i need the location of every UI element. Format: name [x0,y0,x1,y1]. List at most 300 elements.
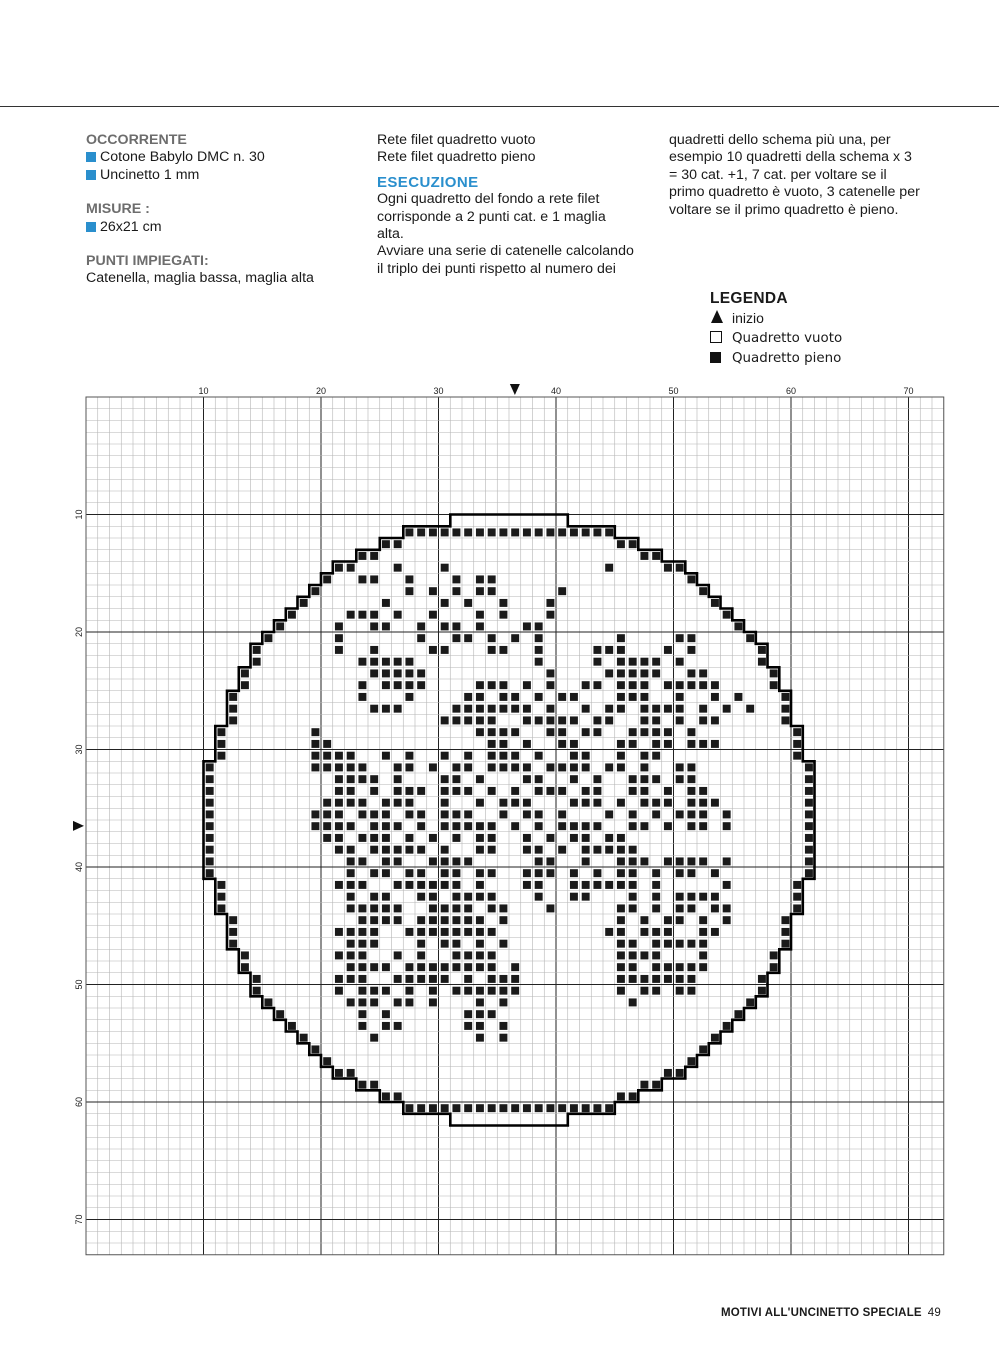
filled-square [499,1034,507,1042]
filled-square [335,928,343,936]
border-square [253,987,261,995]
filled-square [476,705,484,713]
border-square [229,916,237,924]
filled-square [723,916,731,924]
filled-square [370,822,378,830]
filled-square [629,975,637,983]
filled-square [347,787,355,795]
border-square [770,681,778,689]
border-square [217,904,225,912]
border-square [206,810,214,818]
filled-square [429,611,437,619]
filled-square [452,834,460,842]
filled-square [405,587,413,595]
filled-square [394,787,402,795]
filled-square [382,857,390,865]
filled-square [676,658,684,666]
filled-square [664,857,672,865]
filled-square [382,669,390,677]
border-square [711,599,719,607]
filled-square [499,975,507,983]
border-square [652,552,660,560]
filled-square [652,975,660,983]
border-square [476,1104,484,1112]
filled-square [558,740,566,748]
filled-square [370,893,378,901]
filled-square [699,669,707,677]
filled-square [605,810,613,818]
filled-square [629,940,637,948]
filled-square [617,799,625,807]
filled-square [652,928,660,936]
filled-square [617,916,625,924]
row-number-label: 50 [74,979,84,990]
filled-square [476,693,484,701]
filled-square [558,693,566,701]
filled-square [488,575,496,583]
filled-square [523,799,531,807]
filled-square [629,810,637,818]
border-square [605,1104,613,1112]
filled-square [640,799,648,807]
filled-square [405,928,413,936]
filled-square [711,681,719,689]
filled-square [511,822,519,830]
filled-square [382,869,390,877]
filled-square [464,1022,472,1030]
border-square [805,787,813,795]
filled-square [746,705,754,713]
filled-square [676,916,684,924]
filled-square [582,834,590,842]
filled-square [382,810,390,818]
filled-square [441,916,449,924]
border-square [781,940,789,948]
filled-square [476,846,484,854]
filled-square [311,728,319,736]
border-square [311,1045,319,1053]
filled-square [629,681,637,689]
filled-square [464,752,472,760]
filled-square [511,634,519,642]
row-number-label: 40 [74,861,84,873]
filled-square [441,928,449,936]
filled-square [464,705,472,713]
filled-square [546,681,554,689]
filled-square [676,634,684,642]
text-line: Rete filet quadretto vuoto [377,132,536,148]
filled-square [523,869,531,877]
filled-square [488,752,496,760]
filled-square [347,752,355,760]
filled-square [358,775,366,783]
row-number-label: 60 [74,1096,84,1108]
filled-square [311,822,319,830]
filled-square [499,611,507,619]
filled-square [535,752,543,760]
filled-square [488,904,496,912]
border-square [793,740,801,748]
filled-square [417,810,425,818]
filled-square [676,763,684,771]
filled-square [476,611,484,619]
text-line: quadretti dello schema più una, per [669,132,891,148]
border-square [546,528,554,536]
filled-square [664,740,672,748]
filled-square [499,810,507,818]
filet-chart [0,375,999,1275]
border-square [734,1010,742,1018]
filled-square [676,693,684,701]
filled-square [629,775,637,783]
border-square [640,552,648,560]
filled-square [452,775,460,783]
filled-square [570,763,578,771]
filled-square [711,799,719,807]
filled-square [441,846,449,854]
border-square [276,1010,284,1018]
filled-square [499,998,507,1006]
filled-square [347,611,355,619]
filled-square [382,963,390,971]
supplies-column [86,132,356,288]
filled-square [429,834,437,842]
filled-square [358,693,366,701]
border-square [229,693,237,701]
border-square [652,1081,660,1089]
border-square [394,1092,402,1100]
filled-square [523,763,531,771]
filled-square [441,564,449,572]
filled-square [699,928,707,936]
filled-square [323,763,331,771]
legend-title: LEGENDA [710,290,788,307]
filled-square [335,975,343,983]
filled-square [535,658,543,666]
border-square [217,752,225,760]
filled-square [499,752,507,760]
filled-square [441,775,449,783]
filled-square-icon [710,352,721,363]
filled-square [452,904,460,912]
filled-square [370,834,378,842]
border-square [241,681,249,689]
filled-square [311,740,319,748]
filled-square [358,681,366,689]
filled-square [629,951,637,959]
filled-square [640,728,648,736]
filled-square [511,728,519,736]
filled-square [405,669,413,677]
filled-square [711,716,719,724]
filled-square [358,611,366,619]
filled-square [335,951,343,959]
filled-square [511,799,519,807]
filled-square [711,904,719,912]
border-square [523,1104,531,1112]
filled-square [441,857,449,865]
filled-square [546,869,554,877]
column-number-label: 40 [550,386,562,396]
filled-square [617,752,625,760]
filled-square [546,787,554,795]
filled-square [441,975,449,983]
filled-square [323,834,331,842]
filled-square [570,799,578,807]
filled-square [605,716,613,724]
filled-square [405,681,413,689]
border-square [523,528,531,536]
filled-square [664,928,672,936]
filled-square [441,799,449,807]
border-square [206,787,214,795]
filet-chart-area [0,375,999,1275]
text-line: voltare se il primo quadretto è pieno. [669,201,899,218]
filled-square [417,916,425,924]
filled-square [699,940,707,948]
filled-square [617,881,625,889]
filled-square [652,940,660,948]
filled-square [405,975,413,983]
filled-square [441,869,449,877]
border-square [770,963,778,971]
filled-square [546,857,554,865]
filled-square [617,869,625,877]
border-square [676,564,684,572]
filled-square [699,787,707,795]
filled-square [699,716,707,724]
filled-square [488,681,496,689]
filled-square [488,646,496,654]
filled-square [535,822,543,830]
filled-square [358,940,366,948]
filled-square [335,646,343,654]
filled-square [640,775,648,783]
filled-square [676,681,684,689]
filled-square [488,587,496,595]
filled-square [417,951,425,959]
filled-square [687,681,695,689]
filled-square [640,763,648,771]
filled-square [370,611,378,619]
filled-square [405,834,413,842]
filled-square [347,881,355,889]
filled-square [476,775,484,783]
border-square [441,528,449,536]
border-square [629,540,637,548]
filled-square [499,763,507,771]
filled-square [687,728,695,736]
filled-square [593,681,601,689]
filled-square [629,787,637,795]
filled-square [664,681,672,689]
filled-square [394,916,402,924]
border-square [570,1104,578,1112]
filled-square [723,857,731,865]
filled-square [617,693,625,701]
border-square [241,963,249,971]
filled-square [687,763,695,771]
filled-square [699,951,707,959]
border-square [770,951,778,959]
border-square [805,763,813,771]
filled-square [382,752,390,760]
filled-square [511,693,519,701]
filled-square [347,857,355,865]
filled-square [335,881,343,889]
filled-square [523,834,531,842]
filled-square [523,846,531,854]
filled-square [417,669,425,677]
filled-square [382,658,390,666]
filled-square [347,822,355,830]
border-square [417,528,425,536]
filled-square [734,693,742,701]
filled-square [464,810,472,818]
filled-square [417,869,425,877]
border-square [300,1034,308,1042]
filled-square [640,951,648,959]
filled-square [723,881,731,889]
filled-square [676,869,684,877]
filled-square [441,904,449,912]
filled-square [394,975,402,983]
border-square [464,528,472,536]
filled-square [476,681,484,689]
filled-square [535,634,543,642]
filled-square [476,998,484,1006]
filled-square [488,834,496,842]
filled-square [464,928,472,936]
border-square [429,528,437,536]
filled-square [382,799,390,807]
filled-square [593,716,601,724]
filled-square [394,1022,402,1030]
filled-square [699,799,707,807]
filled-square [582,728,590,736]
filled-square [382,1010,390,1018]
page-footer [721,1307,941,1319]
border-square [382,540,390,548]
filled-square [394,904,402,912]
filled-square [640,857,648,865]
border-square [687,1057,695,1065]
border-square [758,987,766,995]
filled-square [523,622,531,630]
filled-square [405,846,413,854]
filled-square [499,693,507,701]
filled-square [640,693,648,701]
border-square [746,998,754,1006]
filled-square [535,893,543,901]
filled-square [358,975,366,983]
filled-square [429,587,437,595]
legend-empty-label: Quadretto vuoto [732,330,843,346]
filled-square [405,963,413,971]
filled-square [488,787,496,795]
filled-square [394,951,402,959]
border-square [711,1034,719,1042]
filled-square [452,916,460,924]
filled-square [664,940,672,948]
filled-square [629,904,637,912]
filled-square [629,669,637,677]
text-line: primo quadretto è vuoto, 3 catenelle per [669,184,920,201]
filled-square [476,834,484,842]
border-square [264,634,272,642]
filled-square [687,869,695,877]
column-number-label: 60 [785,386,797,396]
filled-square [464,857,472,865]
filled-square [687,963,695,971]
filled-square [405,810,413,818]
column-number-label: 10 [198,386,209,396]
column-number-label: 20 [315,386,327,396]
filled-square [335,846,343,854]
filled-square [429,998,437,1006]
filled-square [652,669,660,677]
filled-square [488,716,496,724]
filled-square [593,799,601,807]
text-line: il triplo dei punti rispetto al numero dei [377,260,616,277]
filled-square [570,775,578,783]
border-square [217,740,225,748]
filled-square [629,728,637,736]
filled-square [687,987,695,995]
filled-square [676,963,684,971]
filled-square [582,822,590,830]
filled-square [711,693,719,701]
filled-square [394,881,402,889]
filled-square [687,740,695,748]
filled-square [511,763,519,771]
filled-square [394,564,402,572]
border-square [264,998,272,1006]
border-square [464,1104,472,1112]
border-square [229,716,237,724]
filled-square [676,857,684,865]
border-square [770,669,778,677]
filled-square [687,787,695,795]
border-square [335,1069,343,1077]
filled-square [652,963,660,971]
magazine-title: MOTIVI ALL'UNCINETTO SPECIALE [720,1307,922,1319]
filled-square [335,634,343,642]
filled-square [335,987,343,995]
filled-square [452,705,460,713]
filled-square [640,658,648,666]
filled-square [723,904,731,912]
filled-square [511,787,519,795]
filled-square [558,728,566,736]
filled-square [535,693,543,701]
filled-square [405,998,413,1006]
filled-square [429,916,437,924]
filled-square [347,869,355,877]
filled-square [323,822,331,830]
filled-square [617,940,625,948]
filled-square [335,622,343,630]
filled-square [652,810,660,818]
border-square [699,587,707,595]
filled-square [441,963,449,971]
filled-square [570,893,578,901]
filled-square [370,916,378,924]
filled-square [335,822,343,830]
border-square [206,775,214,783]
filled-square [476,987,484,995]
filled-square [629,693,637,701]
